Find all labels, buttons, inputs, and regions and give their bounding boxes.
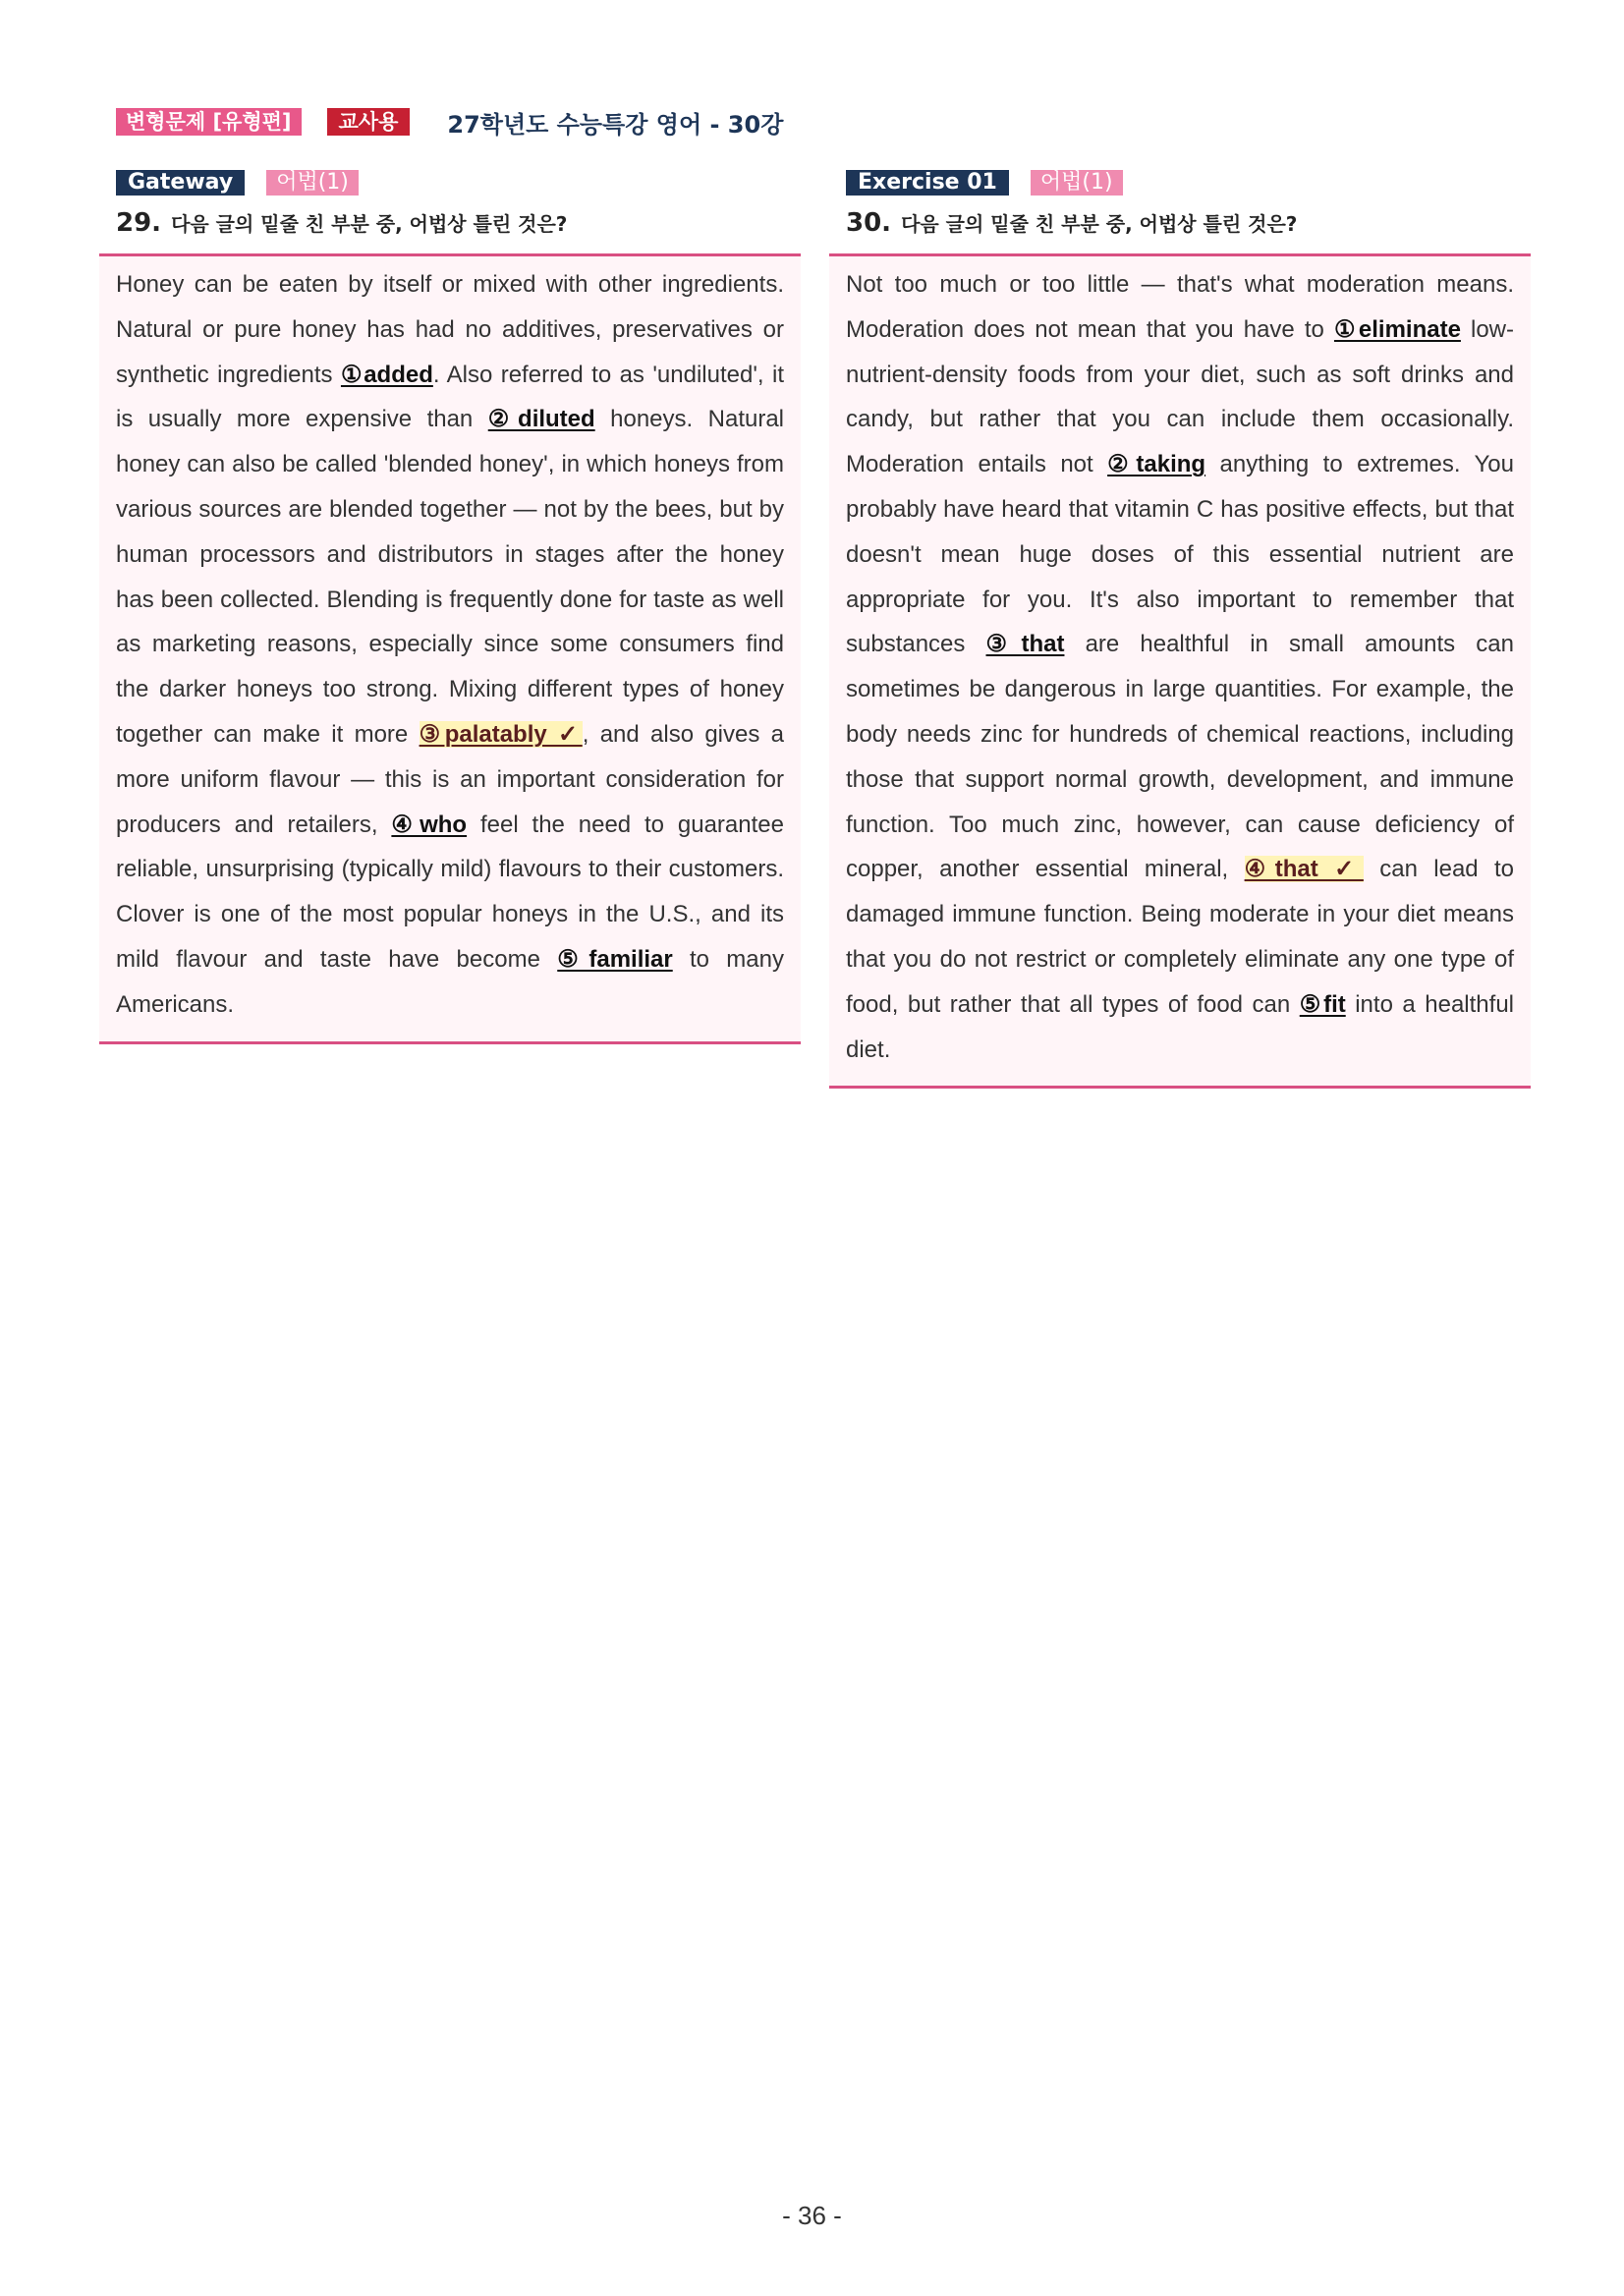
- passage-text: Not too much or too little — that's what moderation means. Moderation does not mean that you have to: [846, 271, 1514, 343]
- page-number: - 36 -: [782, 2201, 842, 2230]
- section-label: Exercise 01: [846, 170, 1009, 196]
- question-text: 다음 글의 밑줄 친 부분 중, 어법상 틀린 것은?: [901, 212, 1298, 236]
- passage-text: are healthful in small amounts can sometimes be dangerous in large quantities. For example, the body needs zinc for hundreds of chemical reactions, including those that support normal growth, development, and immune function. Too much zinc, however, can cause deficiency of copper, another essential mineral,: [846, 631, 1514, 883]
- question-number: 29.: [116, 208, 162, 238]
- passage-box: [829, 253, 1531, 1089]
- choice-4-answer: ④that ✓: [1244, 856, 1364, 883]
- type-tag: 변형문제 [유형편]: [116, 108, 302, 136]
- question-line: [846, 208, 1531, 244]
- passage: [846, 262, 1514, 1072]
- question-30-column: [829, 169, 1531, 1089]
- passage-text: into a healthful diet.: [846, 990, 1515, 1063]
- passage-text: to many Americans.: [116, 945, 784, 1018]
- choice-2: ②taking: [1107, 451, 1206, 478]
- question-number: 30.: [846, 208, 892, 238]
- passage-text: . Also referred to as 'undiluted', it is usually more expensive than: [116, 361, 784, 433]
- passage-box: [99, 253, 801, 1044]
- choice-2: ②diluted: [487, 406, 595, 433]
- question-line: [116, 208, 801, 244]
- passage-text: honeys. Natural honey can also be called 'blended honey', in which honeys from various sources are blended together — not by the bees, but by human processors and distributors in stages after the honey has been collected. Blending is frequently done for taste as well as marketing reasons, especially since some consumers find the darker honeys too strong. Mixing different types of honey together can make it more: [116, 406, 785, 748]
- choice-3-answer: ③palatably ✓: [419, 720, 583, 748]
- category-tag: 어법(1): [266, 170, 359, 196]
- section-header: [846, 169, 1531, 196]
- choice-5: ⑤fit: [1299, 990, 1346, 1018]
- question-text: 다음 글의 밑줄 친 부분 중, 어법상 틀린 것은?: [171, 212, 568, 236]
- passage: [116, 262, 784, 1028]
- passage-text: , and also gives a more uniform flavour — this is an important consideration for producers and retailers,: [116, 720, 784, 838]
- page-header: [116, 106, 783, 138]
- passage-text: Honey can be eaten by itself or mixed with other ingredients. Natural or pure honey has had no additives, preservatives or synthetic ingredients: [116, 271, 784, 388]
- choice-5: ⑤familiar: [557, 945, 673, 973]
- passage-text: anything to extremes. You probably have heard that vitamin C has positive effects, but that doesn't mean huge doses of this essential nutrient are appropriate for you. It's also important to remember that substances: [846, 451, 1514, 658]
- role-tag: 교사용: [327, 108, 411, 136]
- passage-text: can lead to damaged immune function. Being moderate in your diet means that you do not restrict or completely eliminate any one type of food, but rather that all types of food can: [846, 856, 1514, 1018]
- choice-1: ①eliminate: [1333, 315, 1461, 343]
- passage-text: low-nutrient-density foods from your diet, such as soft drinks and candy, but rather that you can include them occasionally. Moderation entails not: [846, 315, 1515, 478]
- category-tag: 어법(1): [1031, 170, 1123, 196]
- choice-1: ①added: [340, 361, 433, 388]
- question-29-column: [99, 169, 801, 1044]
- page-title: 27학년도 수능특강 영어 - 30강: [447, 110, 784, 139]
- passage-text: feel the need to guarantee reliable, unsurprising (typically mild) flavours to their customers. Clover is one of the most popular honeys in the U.S., and its mild flavour and taste have become: [116, 811, 784, 973]
- section-label: Gateway: [116, 170, 245, 196]
- choice-3: ③that: [985, 631, 1065, 658]
- section-header: [116, 169, 801, 196]
- choice-4: ④who: [391, 811, 468, 838]
